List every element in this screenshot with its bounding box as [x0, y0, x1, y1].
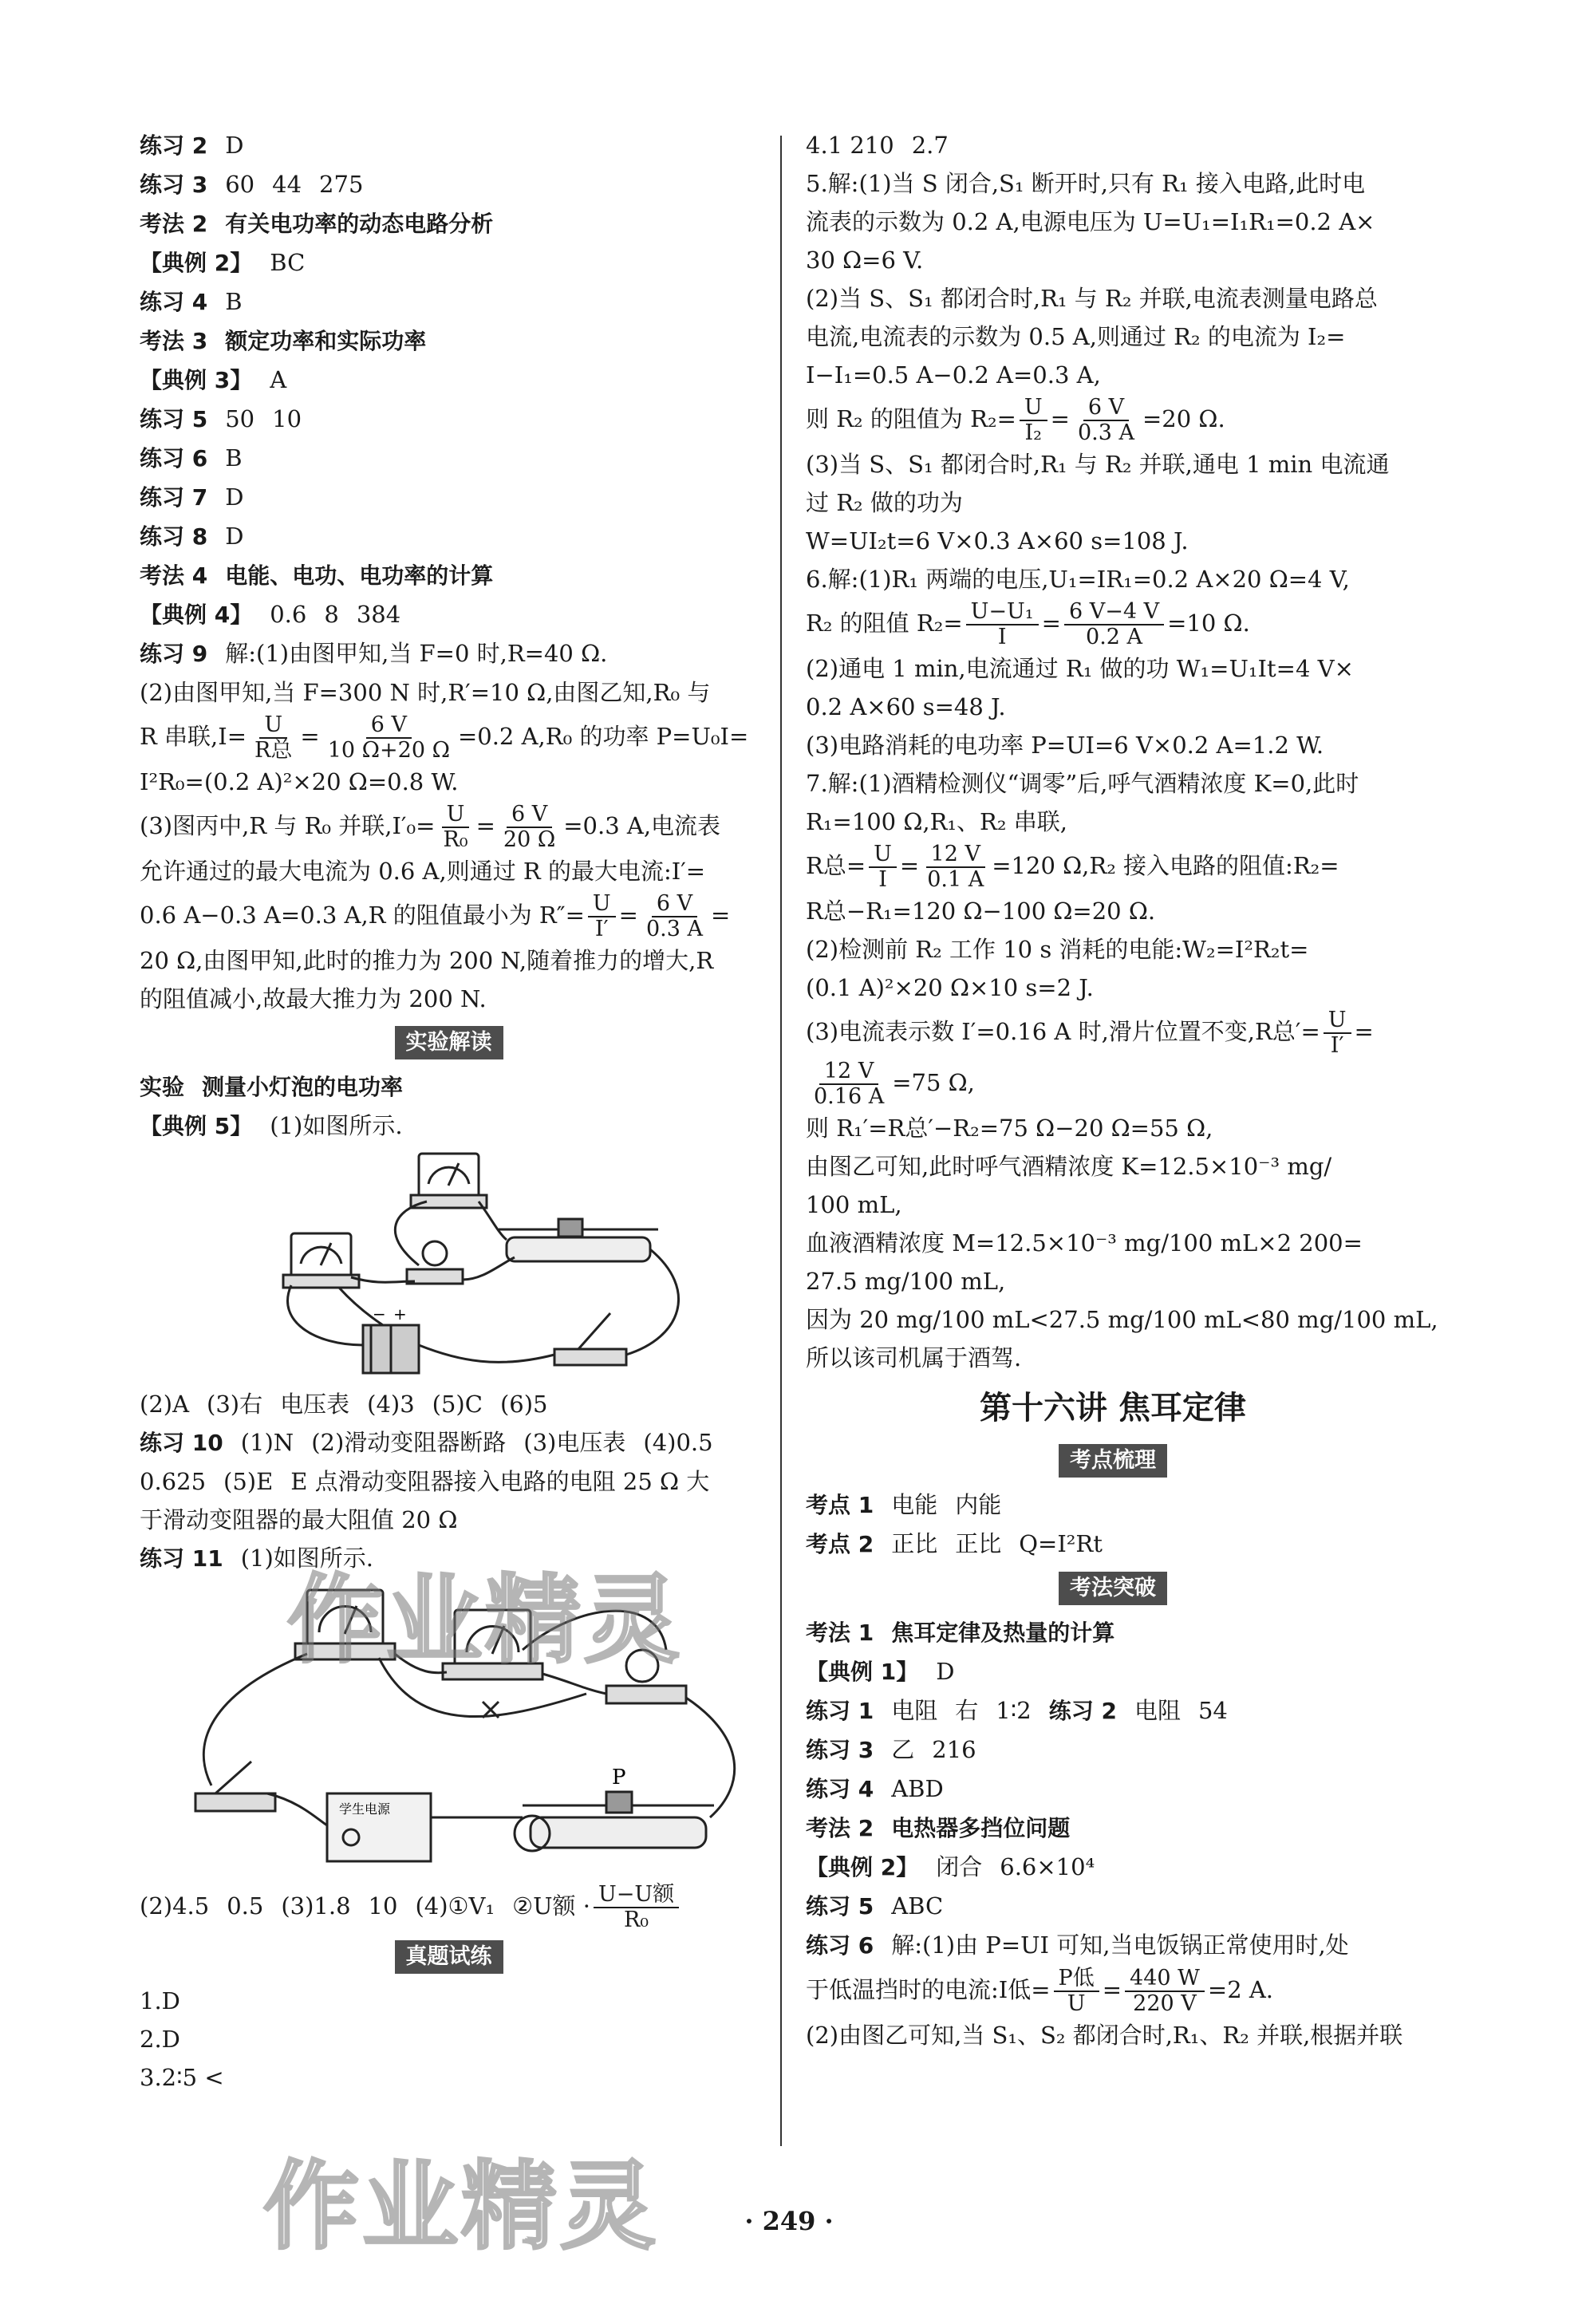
answer-line: 练习 4 B	[140, 288, 243, 315]
answer-line: 的阻值减小,故最大推力为 200 N.	[140, 985, 487, 1012]
answer-line: 过 R₂ 做的功为	[806, 489, 963, 516]
chapter-title: 第十六讲 焦耳定律	[980, 1390, 1246, 1426]
fraction: $\frac{\text{U−U₁}}{I}$	[966, 600, 1039, 649]
answer-line: 练习 5 50 10	[140, 405, 302, 432]
left-column	[140, 126, 758, 2097]
answer-line: 练习 9 解:(1)由图甲知,当 F=0 时,R=40 Ω.	[140, 640, 608, 667]
answer-line: 允许通过的最大电流为 0.6 A,则通过 R 的最大电流:I′=	[140, 858, 706, 885]
answer-line: 7.解:(1)酒精检测仪“调零”后,呼气酒精浓度 K=0,此时	[806, 770, 1359, 797]
circuit-figure-1	[140, 1146, 758, 1385]
fraction: $\frac{U}{I'}$	[1324, 1008, 1351, 1058]
answer-line: (2)检测前 R₂ 工作 10 s 消耗的电能:W₂=I²R₂t=	[806, 936, 1309, 963]
fraction: $\frac{6 V}{10 \Omega+20 \Omega}$	[327, 712, 450, 763]
answer-line: 100 mL,	[806, 1191, 902, 1218]
fraction: $\frac{U}{\text{I₂}}$	[1020, 396, 1047, 445]
answer-line: (0.1 A)²×20 Ω×10 s=2 J.	[806, 974, 1094, 1001]
formula-line: (3)图丙中,R 与 R₀ 并联,I′₀= $\frac{U}{\text{R₀}}$ = $\frac{6 V}{20 \Omega}$ =0.3 A,电流表	[140, 802, 721, 852]
formula-line: R₂ 的阻值 R₂= $\frac{\text{U−U₁}}{I}$ = $\frac{6 V-4 V}{0.2 A}$ =10 Ω.	[806, 599, 1250, 649]
answer-line: 考点 2 正比 正比 Q=I²Rt	[806, 1530, 1103, 1557]
page-number: · 249 ·	[744, 2206, 834, 2236]
answer-line: 考点 1 电能 内能	[806, 1491, 1002, 1518]
svg-text:学生电源: 学生电源	[339, 1801, 391, 1817]
fraction: $\frac{440 W}{220 V}$	[1125, 1967, 1205, 2016]
svg-text:P: P	[612, 1766, 626, 1789]
answer-line: 因为 20 mg/100 mL<27.5 mg/100 mL<80 mg/100 mL,	[806, 1306, 1438, 1333]
answer-line: 所以该司机属于酒驾.	[806, 1344, 1022, 1371]
answer-line: 练习 5 ABC	[806, 1892, 944, 1920]
method-heading: 考法 4 电能、电功、电功率的计算	[140, 562, 494, 589]
answer-line: 0.625 (5)E E 点滑动变阻器接入电路的电阻 25 Ω 大	[140, 1468, 710, 1495]
method-heading: 考法 3 额定功率和实际功率	[140, 328, 427, 354]
answer-line: 2.D	[140, 2026, 180, 2053]
answer-line: 练习 3 60 44 275	[140, 171, 364, 198]
formula-line: 0.6 A−0.3 A=0.3 A,R 的阻值最小为 R″= $\frac{U}{I'}$ = $\frac{6 V}{0.3 A}$ =	[140, 891, 731, 941]
watermark: 作业精灵	[263, 2152, 659, 2263]
fraction: $\frac{6 V}{20 \Omega}$	[503, 802, 556, 852]
answer-line: 【典例 2】 BC	[140, 249, 306, 276]
formula-line: (3)电流表示数 I′=0.16 A 时,滑片位置不变,R总′= $\frac{U}{I'}$ =	[806, 1008, 1374, 1058]
answer-line: 5.解:(1)当 S 闭合,S₁ 断开时,只有 R₁ 接入电路,此时电	[806, 170, 1366, 197]
answer-line: I−I₁=0.5 A−0.2 A=0.3 A,	[806, 361, 1101, 389]
answer-line: 练习 3 乙 216	[806, 1736, 976, 1763]
answer-line: 4.1 210 2.7	[806, 132, 949, 159]
answer-line: 【典例 1】 D	[806, 1658, 955, 1685]
method-heading: 考法 2 有关电功率的动态电路分析	[140, 211, 494, 237]
svg-text:−: −	[373, 1304, 386, 1324]
section-header-methods: 考法突破	[806, 1572, 1420, 1605]
fraction: $\frac{\text{U−U额}}{\text{R₀}}$	[594, 1883, 679, 1932]
section-header-points: 考点梳理	[806, 1444, 1420, 1478]
formula-line: R 串联,I= $\frac{U}{\text{R总}}$ = $\frac{6 V}{10 \Omega+20 \Omega}$ =0.2 A,R₀ 的功率 P=U₀I=	[140, 712, 749, 763]
answer-line: (2)由图乙可知,当 S₁、S₂ 都闭合时,R₁、R₂ 并联,根据并联	[806, 2022, 1403, 2049]
method-heading: 考法 1 焦耳定律及热量的计算	[806, 1620, 1115, 1646]
formula-line: 则 R₂ 的阻值为 R₂= $\frac{U}{\text{I₂}}$ = $\frac{6 V}{0.3 A}$ =20 Ω.	[806, 395, 1225, 445]
answer-line: R总−R₁=120 Ω−100 Ω=20 Ω.	[806, 898, 1156, 925]
answer-line: W=UI₂t=6 V×0.3 A×60 s=108 J.	[806, 527, 1189, 554]
answer-line: 【典例 2】 闭合 6.6×10⁴	[806, 1853, 1095, 1880]
answer-line: 练习 10 (1)N (2)滑动变阻器断路 (3)电压表 (4)0.5	[140, 1429, 713, 1456]
fraction: $\frac{6 V}{0.3 A}$	[645, 891, 704, 941]
answer-line: 1.D	[140, 1987, 180, 2014]
answer-line: R₁=100 Ω,R₁、R₂ 串联,	[806, 808, 1067, 835]
right-column	[806, 126, 1438, 2054]
fraction: $\frac{\text{P低}}{U}$	[1054, 1967, 1099, 2016]
method-heading: 考法 2 电热器多挡位问题	[806, 1815, 1071, 1841]
answer-line: 练习 7 D	[140, 483, 244, 511]
formula-line: R总= $\frac{U}{I}$ = $\frac{12 V}{0.1 A}$ =120 Ω,R₂ 接入电路的阻值:R₂=	[806, 842, 1339, 892]
answer-line: 【典例 4】 0.6 8 384	[140, 601, 401, 628]
formula-line: $\frac{12 V}{0.16 A}$ =75 Ω,	[806, 1058, 1420, 1109]
section-header-practice: 真题试练	[140, 1940, 758, 1974]
answer-line: (2)当 S、S₁ 都闭合时,R₁ 与 R₂ 并联,电流表测量电路总	[806, 285, 1378, 312]
answer-line: 0.2 A×60 s=48 J.	[806, 693, 1006, 720]
fraction: $\frac{U}{\text{R总}}$	[254, 712, 293, 763]
formula-line: 于低温挡时的电流:I低= $\frac{\text{P低}}{U}$ = $\frac{440 W}{220 V}$ =2 A.	[806, 1966, 1274, 2016]
answer-line: 【典例 5】 (1)如图所示.	[140, 1112, 403, 1139]
answer-line: 练习 6 解:(1)由 P=UI 可知,当电饭锅正常使用时,处	[806, 1931, 1349, 1959]
svg-text:+: +	[393, 1304, 407, 1324]
answer-line: (2)A (3)右 电压表 (4)3 (5)C (6)5	[140, 1391, 548, 1418]
answer-line: 20 Ω,由图甲知,此时的推力为 200 N,随着推力的增大,R	[140, 947, 714, 974]
fraction: $\frac{6 V}{0.3 A}$	[1077, 395, 1134, 445]
section-header-experiment: 实验解读	[140, 1026, 758, 1059]
answer-line: 由图乙可知,此时呼气酒精浓度 K=12.5×10⁻³ mg/	[806, 1153, 1332, 1180]
watermark: 作业精灵	[287, 1565, 683, 1676]
answer-line: 电流,电流表的示数为 0.5 A,则通过 R₂ 的电流为 I₂=	[806, 323, 1346, 350]
formula-line: (2)4.5 0.5 (3)1.8 10 (4)①V₁ ②U额 · $\frac{\text{U−U额}}{\text{R₀}}$	[140, 1881, 758, 1932]
fraction: $\frac{6 V-4 V}{0.2 A}$	[1064, 600, 1164, 649]
answer-line: 则 R₁′=R总′−R₂=75 Ω−20 Ω=55 Ω,	[806, 1115, 1213, 1142]
answer-line: 练习 6 B	[140, 444, 243, 472]
fraction: $\frac{12 V}{0.16 A}$	[814, 1059, 885, 1109]
fraction: $\frac{U}{I'}$	[588, 892, 616, 941]
answer-line: 练习 11 (1)如图所示.	[140, 1545, 374, 1572]
fraction: $\frac{12 V}{0.1 A}$	[927, 842, 984, 892]
answer-line: 3.2∶5 <	[140, 2064, 224, 2091]
answer-line: 练习 4 ABD	[806, 1775, 944, 1802]
answer-line: I²R₀=(0.2 A)²×20 Ω=0.8 W.	[140, 768, 459, 795]
experiment-title: 实验 测量小灯泡的电功率	[140, 1074, 404, 1100]
answer-line: 27.5 mg/100 mL,	[806, 1268, 1006, 1295]
answer-line: 于滑动变阻器的最大阻值 20 Ω	[140, 1506, 458, 1533]
answer-line: 练习 8 D	[140, 523, 244, 550]
answer-line: 流表的示数为 0.2 A,电源电压为 U=U₁=I₁R₁=0.2 A×	[806, 208, 1375, 235]
fraction: $\frac{U}{I}$	[869, 842, 897, 892]
answer-line: 6.解:(1)R₁ 两端的电压,U₁=IR₁=0.2 A×20 Ω=4 V,	[806, 566, 1350, 593]
column-divider	[780, 136, 782, 2146]
answer-line: 血液酒精浓度 M=12.5×10⁻³ mg/100 mL×2 200=	[806, 1229, 1363, 1257]
fraction: $\frac{U}{\text{R₀}}$	[443, 802, 468, 852]
answer-line: (3)电路消耗的电功率 P=UI=6 V×0.2 A=1.2 W.	[806, 732, 1324, 759]
answer-line: (3)当 S、S₁ 都闭合时,R₁ 与 R₂ 并联,通电 1 min 电流通	[806, 451, 1390, 478]
answer-line: 练习 1 电阻 右 1∶2 练习 2 电阻 54	[806, 1697, 1228, 1724]
answer-line: 30 Ω=6 V.	[806, 247, 924, 274]
answer-line: 练习 2 D	[140, 132, 244, 159]
answer-line: 【典例 3】 A	[140, 366, 287, 393]
answer-line: (2)通电 1 min,电流通过 R₁ 做的功 W₁=U₁It=4 V×	[806, 655, 1354, 682]
answer-line: (2)由图甲知,当 F=300 N 时,R′=10 Ω,由图乙知,R₀ 与	[140, 679, 711, 706]
